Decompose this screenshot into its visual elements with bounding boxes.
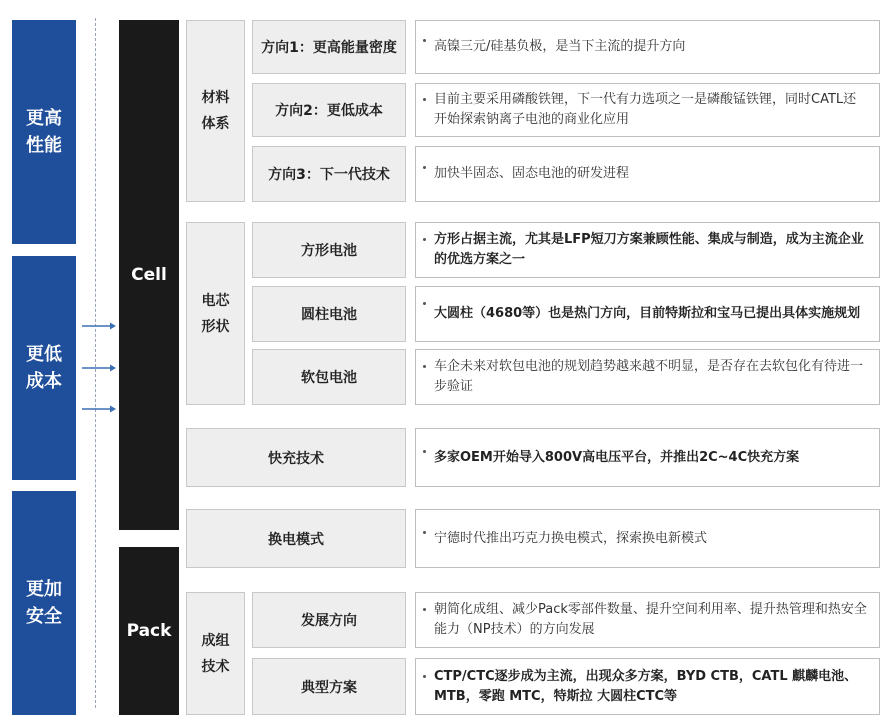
item-description: 朝简化成组、减少Pack零部件数量、提升空间利用率、提升热管理和热安全能力（NP技术）的方向发展	[415, 592, 880, 648]
item-label: 方向2：更低成本	[252, 83, 406, 137]
arrow-right-icon	[82, 363, 116, 373]
category-label: 换电模式	[268, 531, 324, 548]
item-description: 高镍三元/硅基负极，是当下主流的提升方向	[415, 20, 880, 74]
category-fast-charge	[186, 428, 406, 487]
category-assembly-tech	[186, 592, 245, 715]
goal-label: 更高性能	[26, 108, 62, 156]
goal-higher-performance	[12, 20, 76, 244]
item-description: 车企未来对软包电池的规划趋势越来越不明显，是否存在去软包化有待进一步验证	[415, 349, 880, 405]
level-label: Pack	[126, 621, 172, 641]
category-battery-swap	[186, 509, 406, 568]
level-cell	[119, 20, 179, 530]
item-description: 方形占据主流，尤其是LFP短刀方案兼顾性能、集成与制造，成为主流企业的优选方案之一	[415, 222, 880, 278]
item-label: 圆柱电池	[252, 286, 406, 342]
item-description: CTP/CTC逐步成为主流，出现众多方案，BYD CTB，CATL 麒麟电池、MTB，零跑 MTC，特斯拉 大圆柱CTC等	[415, 658, 880, 715]
goal-label: 更低成本	[26, 344, 62, 392]
item-label: 方向3：下一代技术	[252, 146, 406, 202]
category-material-system	[186, 20, 245, 202]
level-label: Cell	[131, 265, 167, 285]
category-label: 材料体系	[201, 90, 230, 132]
item-description: 多家OEM开始导入800V高电压平台，并推出2C~4C快充方案	[415, 428, 880, 487]
item-label: 软包电池	[252, 349, 406, 405]
goal-lower-cost	[12, 256, 76, 480]
category-label: 成组技术	[201, 632, 230, 675]
item-label: 方形电池	[252, 222, 406, 278]
category-cell-shape	[186, 222, 245, 405]
goal-safer	[12, 491, 76, 715]
level-pack	[119, 547, 179, 715]
arrow-right-icon	[82, 404, 116, 414]
item-description: 大圆柱（4680等）也是热门方向，目前特斯拉和宝马已提出具体实施规划	[415, 286, 880, 342]
goal-label: 更加安全	[26, 579, 62, 627]
item-label: 方向1：更高能量密度	[252, 20, 406, 74]
item-description: 目前主要采用磷酸铁锂，下一代有力选项之一是磷酸锰铁锂，同时CATL还开始探索钠离子电池的商业化应用	[415, 83, 880, 137]
arrow-right-icon	[82, 321, 116, 331]
item-label: 典型方案	[252, 658, 406, 715]
item-description: 加快半固态、固态电池的研发进程	[415, 146, 880, 202]
category-label: 快充技术	[268, 450, 324, 467]
category-label: 电芯形状	[201, 292, 230, 335]
item-label: 发展方向	[252, 592, 406, 648]
item-description: 宁德时代推出巧克力换电模式，探索换电新模式	[415, 509, 880, 568]
